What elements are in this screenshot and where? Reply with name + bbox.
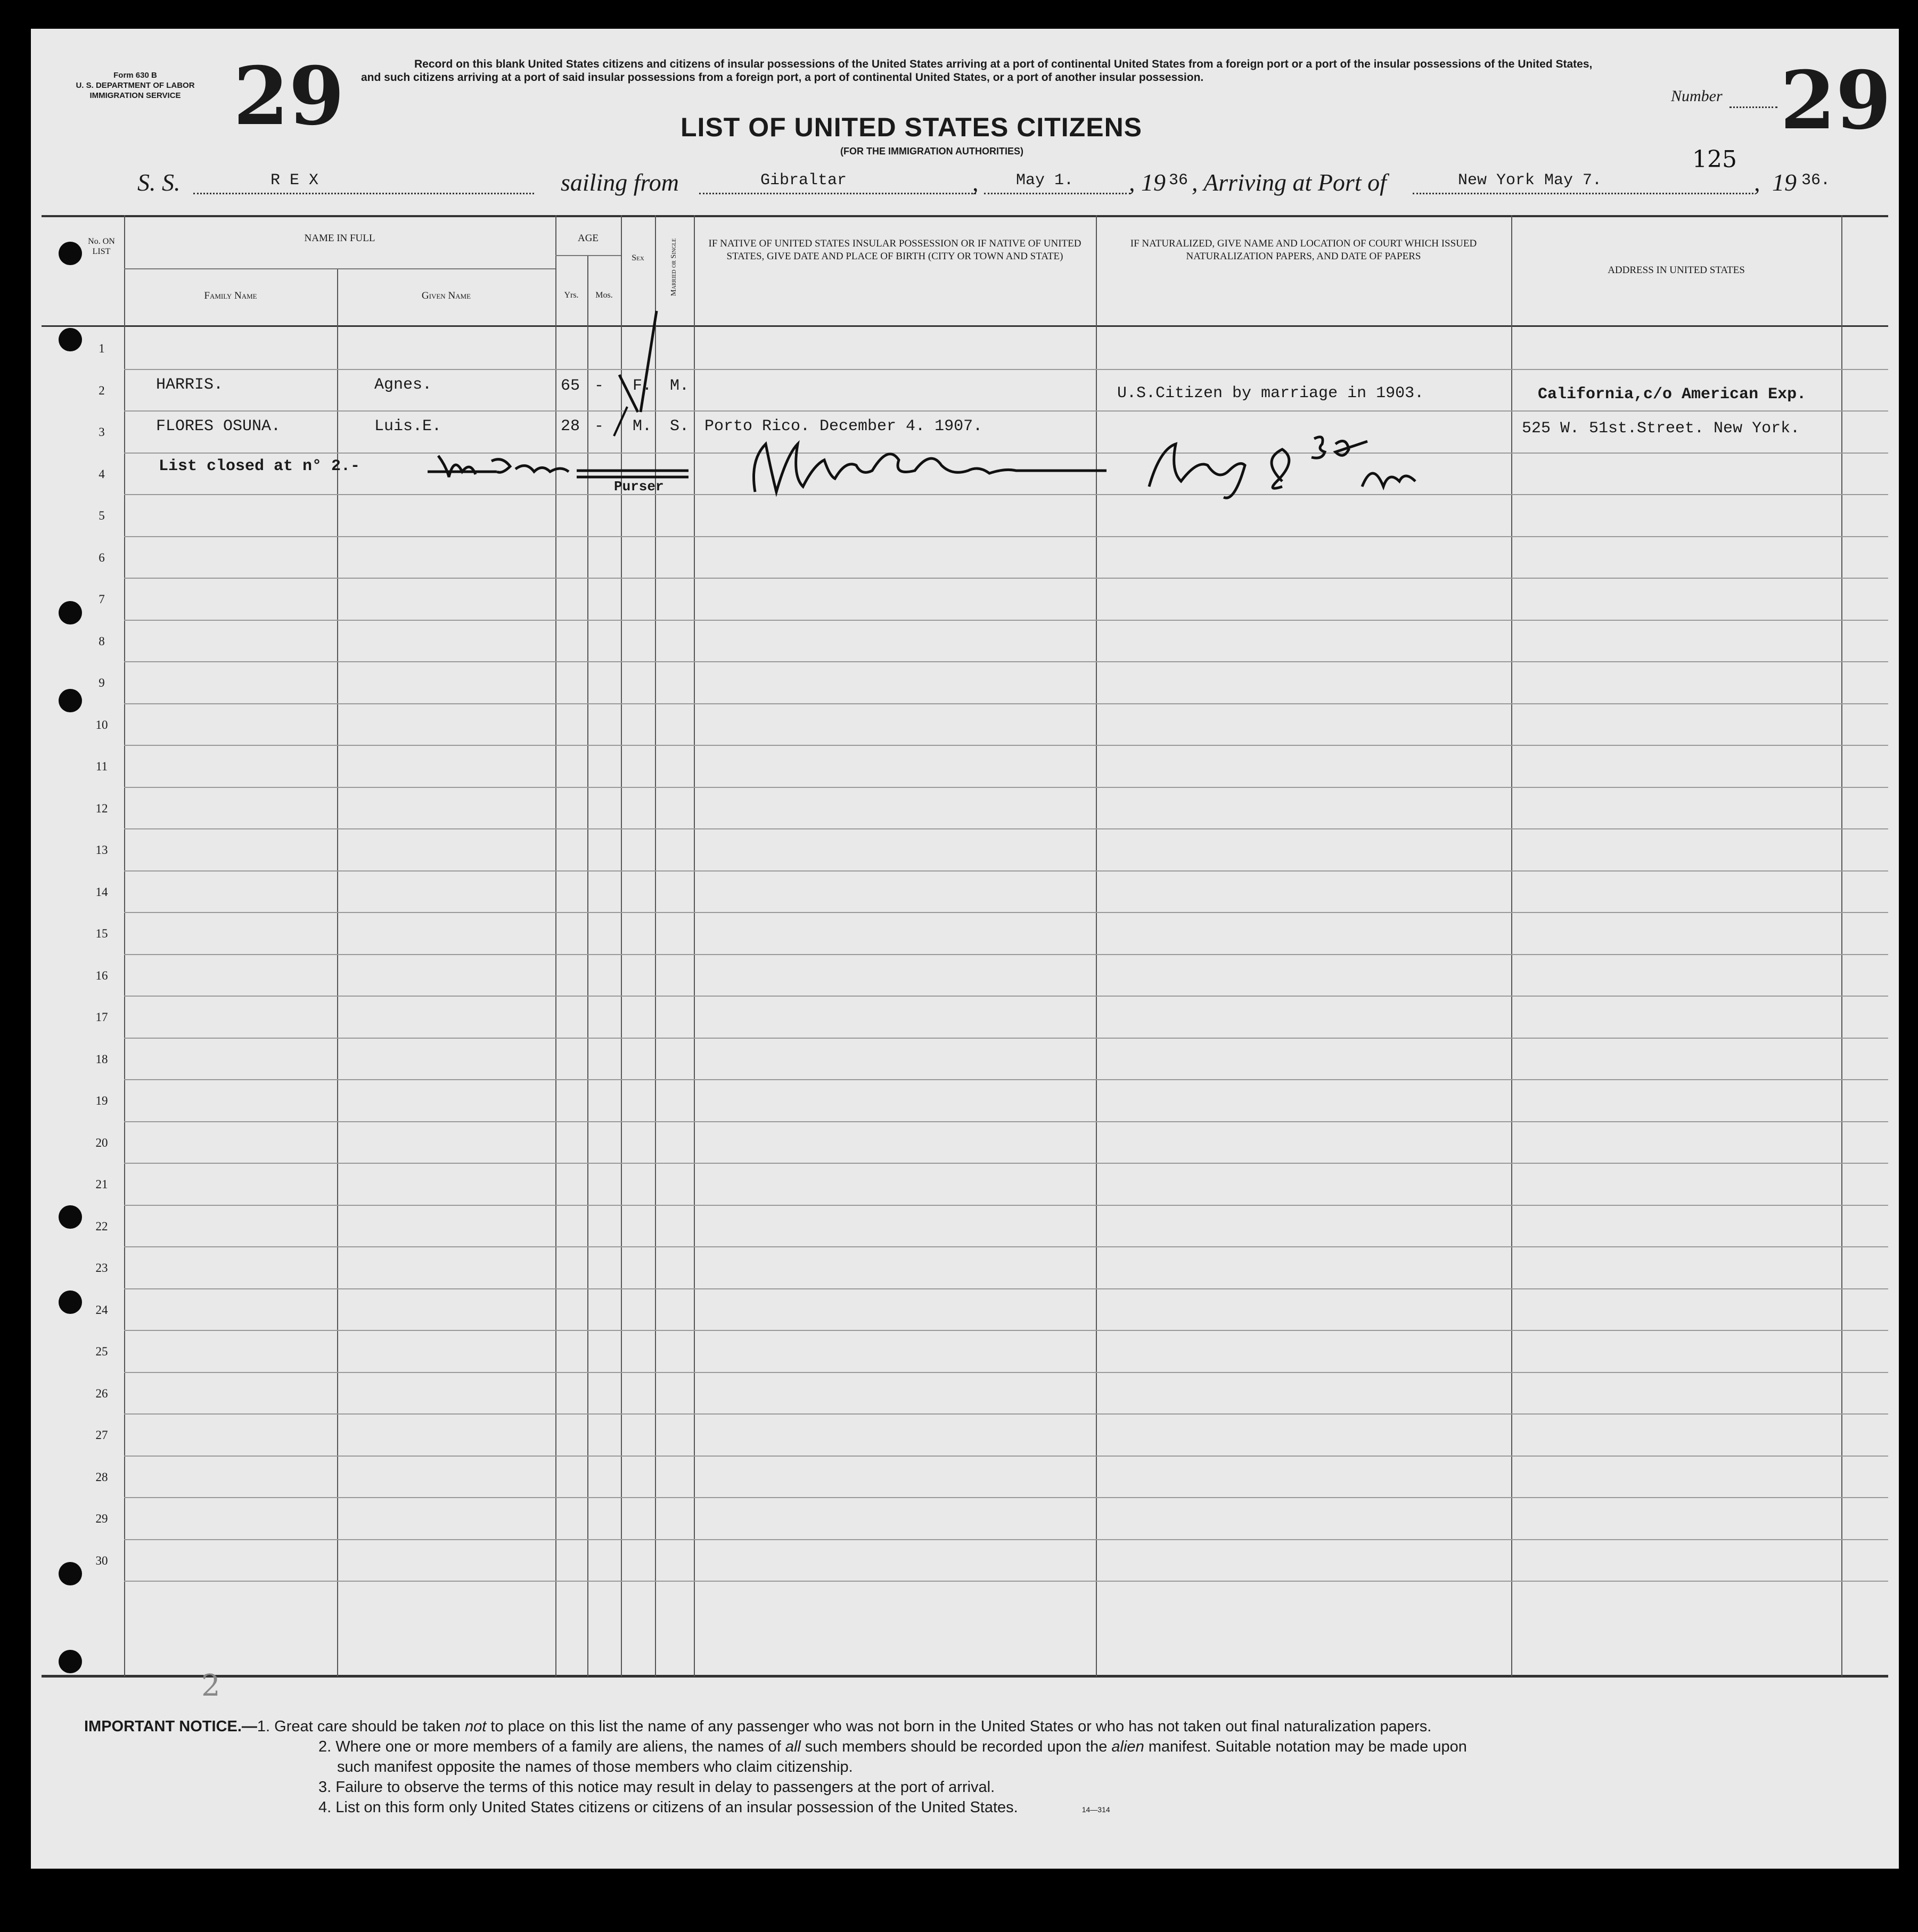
row-rule [124,1497,1888,1498]
row-rule [124,1330,1888,1331]
row-rule [124,828,1888,829]
year-prefix-2: 19 [1772,169,1797,196]
header-name-in-full: NAME IN FULL [304,233,375,244]
entry-1-sex: F. [633,377,652,395]
notice-2-text: 2. Where one or more members of a family are aliens, the names of [318,1738,785,1755]
document-page [31,29,1899,1869]
row-number: 4 [99,467,105,481]
notice-line-4 [84,1797,1852,1820]
notice-line-2 [84,1737,1852,1757]
row-rule [124,1372,1888,1373]
year-suffix-2: 36. [1801,171,1831,190]
header-no-on-list: No. ON LIST [88,237,115,256]
ship-name: R E X [271,171,319,190]
notice-1-text-end: to place on this list the name of any passenger who was not born in the United States or who has not taken out final naturalization papers. [486,1718,1432,1735]
passenger-table [31,215,1899,1679]
row-rule [124,1121,1888,1122]
row-rule [124,912,1888,913]
arrival-line [1413,193,1753,194]
ship-line [193,193,534,194]
arriving-label: , Arriving at Port of [1192,169,1387,196]
column-divider [555,215,556,1676]
row-number: 13 [95,843,108,857]
row-number: 21 [95,1178,108,1191]
notice-2-text-end: manifest. Suitable notation may be made upon [1144,1738,1467,1755]
form-subtitle: (FOR THE IMMIGRATION AUTHORITIES) [840,146,1023,157]
row-number: 23 [95,1261,108,1275]
entry-1-given-name: Agnes. [374,376,432,394]
age-header-rule [555,255,621,256]
header-married-or-single: Married or Single [670,238,678,297]
row-rule [124,410,1888,412]
row-number: 14 [95,885,108,899]
entry-2-sex: M. [633,417,652,435]
row-number: 1 [99,342,105,355]
row-rule [124,620,1888,621]
important-notice [84,1716,1852,1820]
row-rule [124,1163,1888,1164]
list-closed-note: List closed at n° 2.- [159,457,360,475]
row-number: 24 [95,1303,108,1317]
row-number: 5 [99,509,105,522]
notice-line-1 [84,1716,1852,1737]
row-number: 9 [99,676,105,689]
column-divider [694,215,695,1676]
comma-separator: , [1754,169,1760,196]
row-rule [124,661,1888,662]
form-code: 14—314 [1081,1805,1110,1814]
form-number-large-right: 29 [1780,54,1891,147]
department-name: U. S. DEPARTMENT OF LABOR [76,81,195,90]
header-yrs: Yrs. [564,291,579,300]
row-number: 6 [99,550,105,564]
notice-line-2-cont: such manifest opposite the names of those members who claim citizenship. [337,1758,853,1775]
column-divider [337,268,338,1676]
entry-1-age-months: - [594,377,604,395]
row-rule [124,1413,1888,1415]
number-underline [1730,106,1777,108]
row-number: 17 [95,1010,108,1024]
comma-separator: , [972,169,979,196]
form-instructions: Record on this blank United States citizens and citizens of insular possessions of the United States arriving at a port of continental United States from a foreign port or a port of the insular possessions of the United States, and such citizens arriving at a port of said insular possessions from a foreign port, a port of continental United States, or a port of another insular possession. [361,58,1593,84]
name-header-rule [124,268,555,269]
header-mos: Mos. [595,291,613,300]
row-rule [124,578,1888,579]
notice-2-emphasis-alien: alien [1111,1738,1144,1755]
form-title: LIST OF UNITED STATES CITIZENS [681,112,1143,142]
row-rule [124,1539,1888,1540]
header-address: ADDRESS IN UNITED STATES [1608,265,1745,276]
inspector-signature [739,428,1138,508]
row-rule [124,745,1888,746]
year-suffix-1: 36 [1169,171,1188,190]
notice-2-text-mid: such members should be recorded upon the [800,1738,1112,1755]
from-port: Gibraltar [760,171,847,190]
entry-2-given-name: Luis.E. [374,417,442,435]
row-number: 22 [95,1219,108,1233]
age-check-marks [609,306,667,444]
column-divider [1841,215,1842,1676]
entry-2-age-years: 28 [561,417,580,435]
row-rule [124,703,1888,704]
row-number: 27 [95,1428,108,1442]
entry-2-family-name: FLORES OSUNA. [156,417,281,435]
row-number: 20 [95,1136,108,1149]
row-number: 3 [99,425,105,439]
row-rule [124,1246,1888,1247]
row-rule [124,1205,1888,1206]
header-family-name: Family Name [204,290,257,301]
header-given-name: Given Name [421,290,471,301]
header-age: AGE [577,233,599,244]
entry-1-family-name: HARRIS. [156,376,224,394]
entry-2-address: 525 W. 51st.Street. New York. [1522,420,1800,438]
handwritten-time-note [1138,428,1437,508]
form-number-large-left: 29 [233,50,345,143]
comma-separator: , [1129,169,1135,196]
service-name: IMMIGRATION SERVICE [89,91,181,100]
entry-2-place-of-birth: Porto Rico. December 4. 1907. [704,417,983,435]
notice-1-text: 1. Great care should be taken [257,1718,465,1735]
departure-date: May 1. [1016,171,1074,190]
from-port-line [699,193,976,194]
entry-2-marital-status: S. [670,417,690,435]
notice-line-3: 3. Failure to observe the terms of this notice may result in delay to passengers at the port of arrival. [318,1779,995,1796]
margin-mark: 2 [201,1668,220,1703]
row-rule [124,536,1888,537]
row-number: 12 [95,801,108,815]
row-rule [124,996,1888,997]
sailing-from-label: sailing from [561,169,679,196]
row-number: 8 [99,634,105,648]
row-rule [124,1038,1888,1039]
row-number: 30 [95,1553,108,1567]
header-naturalization: IF NATURALIZED, GIVE NAME AND LOCATION OF COURT WHICH ISSUED NATURALIZATION PAPERS, AND DATE OF PAPERS [1130,238,1477,262]
row-rule [124,1456,1888,1457]
header-sex: Sex [632,253,644,262]
entry-1-marital-status: M. [670,377,690,395]
row-number: 26 [95,1386,108,1400]
row-rule [124,1079,1888,1080]
year-prefix-1: 19 [1141,169,1166,196]
notice-4-text: 4. List on this form only United States citizens or citizens of an insular possession of the United States. [318,1799,1018,1816]
entry-1-naturalization: U.S.Citizen by marriage in 1903. [1117,384,1424,402]
row-number: 28 [95,1470,108,1484]
table-top-rule [42,215,1888,217]
row-number: 11 [95,760,108,773]
row-number: 2 [99,383,105,397]
arrival-port-date: New York May 7. [1458,171,1602,190]
notice-heading: IMPORTANT NOTICE.— [84,1718,257,1735]
form-identifier [71,70,199,101]
number-label: Number [1671,87,1723,105]
row-rule [124,1288,1888,1289]
row-number: 10 [95,718,108,731]
row-rule [124,954,1888,955]
notice-2-emphasis: all [785,1738,801,1755]
row-rule [124,369,1888,370]
form-number: Form 630 B [113,71,157,80]
header-bottom-rule [42,325,1888,327]
row-rule [124,870,1888,872]
row-number: 7 [99,593,105,606]
notice-1-emphasis: not [465,1718,487,1735]
departure-date-line [984,193,1130,194]
row-number: 15 [95,927,108,940]
row-number: 29 [95,1512,108,1525]
number-block [1671,54,1891,147]
ss-label: S. S. [137,169,181,196]
row-number: 16 [95,968,108,982]
column-divider [1511,215,1512,1676]
column-divider [124,215,125,1676]
row-number: 18 [95,1052,108,1066]
page-annotation: 125 [1692,146,1737,173]
table-bottom-rule [42,1675,1888,1678]
purser-label: Purser [614,479,664,495]
row-rule [124,1581,1888,1582]
row-number: 19 [95,1094,108,1107]
entry-1-age-years: 65 [561,377,580,395]
row-rule [124,787,1888,788]
entry-2-age-months: - [594,417,604,435]
row-number: 25 [95,1345,108,1358]
header-place-of-birth: IF NATIVE OF UNITED STATES INSULAR POSSESSION OR IF NATIVE OF UNITED STATES, GIVE DATE AND PLACE OF BIRTH (CITY OR TOWN AND STATE) [708,238,1081,262]
entry-1-address: California,c/o American Exp. [1538,385,1807,404]
